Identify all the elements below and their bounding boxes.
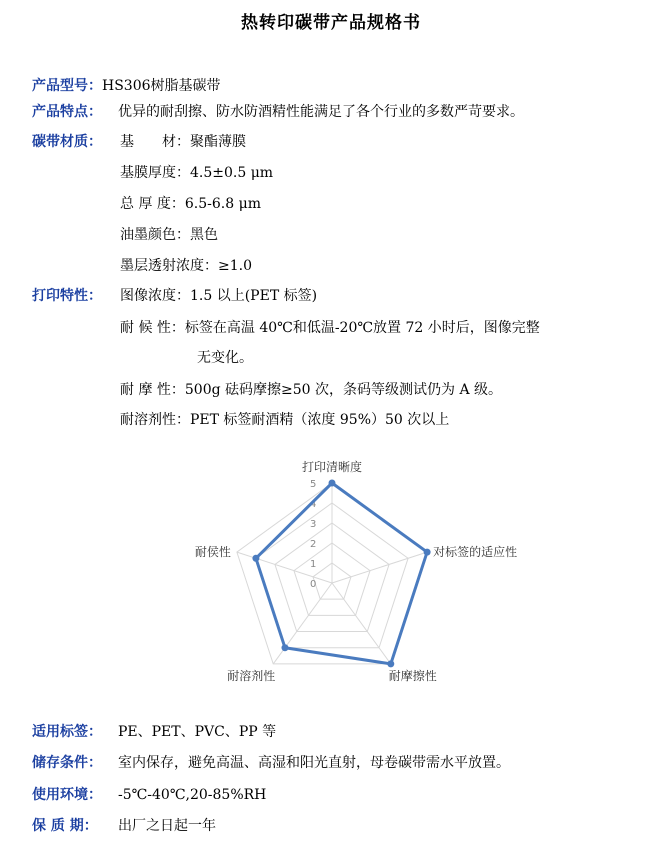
model-row <box>32 76 221 96</box>
radar-axis-label: 打印清晰度 <box>301 460 363 474</box>
ink-density: 墨层透射浓度：≥1.0 <box>120 258 252 274</box>
labels-value: PE、PET、PVC、PP 等 <box>118 724 277 740</box>
ink-color: 油墨颜色：黑色 <box>120 227 218 243</box>
environment-label: 使用环境： <box>32 787 102 803</box>
material-label: 碳带材质： <box>32 134 102 150</box>
environment-value: -5℃-40℃,20-85%RH <box>118 787 267 803</box>
radar-point-1 <box>424 549 431 556</box>
warranty-label: 保 质 期： <box>32 818 98 834</box>
labels-label: 适用标签： <box>32 724 102 740</box>
features-row <box>32 102 524 122</box>
radar-axis-label: 耐溶剂性 <box>227 668 276 683</box>
rub-resistance: 耐 摩 性：500g 砝码摩擦≥50 次，条码等级测试仍为 A 级。 <box>120 382 503 398</box>
radar-tick-label: 2 <box>310 539 317 550</box>
warranty-value: 出厂之日起一年 <box>118 818 216 834</box>
material-row <box>32 132 246 152</box>
radar-tick-label: 1 <box>310 559 317 570</box>
features-label: 产品特点： <box>32 104 102 120</box>
radar-point-0 <box>329 480 336 487</box>
radar-axis-label: 对标签的适应性 <box>433 545 518 560</box>
radar-spoke-2 <box>332 583 391 664</box>
radar-tick-label: 3 <box>310 519 317 530</box>
model-label: 产品型号： <box>32 78 102 94</box>
material-base: 基 材：聚酯薄膜 <box>120 134 246 150</box>
radar-point-2 <box>387 660 394 667</box>
weather-resistance: 耐 候 性：标签在高温 40℃和低温-20℃放置 72 小时后，图像完整 <box>120 320 540 336</box>
storage-row <box>32 753 510 773</box>
radar-spoke-4 <box>237 552 332 583</box>
features-value: 优异的耐刮擦、防水防酒精性能满足了各个行业的多数严苛要求。 <box>118 104 524 120</box>
labels-row <box>32 722 276 742</box>
radar-spoke-1 <box>332 552 427 583</box>
radar-tick-label: 4 <box>310 499 317 510</box>
page-title: 热转印碳带产品规格书 <box>241 13 421 33</box>
print-label: 打印特性： <box>32 288 102 304</box>
model-value: HS306树脂基碳带 <box>102 78 221 94</box>
radar-tick-label: 0 <box>310 579 317 590</box>
warranty-row <box>32 816 216 836</box>
weather-resistance-cont: 无变化。 <box>197 350 253 366</box>
environment-row <box>32 785 266 805</box>
radar-tick-label: 5 <box>310 479 317 490</box>
radar-point-3 <box>281 644 288 651</box>
radar-point-4 <box>252 555 259 562</box>
solvent-resistance: 耐溶剂性：PET 标签耐酒精（浓度 95%）50 次以上 <box>120 412 450 428</box>
storage-label: 储存条件： <box>32 755 102 771</box>
image-density: 图像浓度：1.5 以上(PET 标签) <box>120 288 318 304</box>
total-thickness: 总 厚 度：6.5-6.8 μm <box>120 196 261 212</box>
radar-axis-label: 耐摩擦性 <box>388 668 437 683</box>
print-row <box>32 286 317 306</box>
radar-chart <box>0 450 662 700</box>
storage-value: 室内保存，避免高温、高湿和阳光直射，母卷碳带需水平放置。 <box>118 755 510 771</box>
radar-axis-label: 耐侯性 <box>194 545 231 560</box>
base-thickness: 基膜厚度：4.5±0.5 μm <box>120 165 274 181</box>
